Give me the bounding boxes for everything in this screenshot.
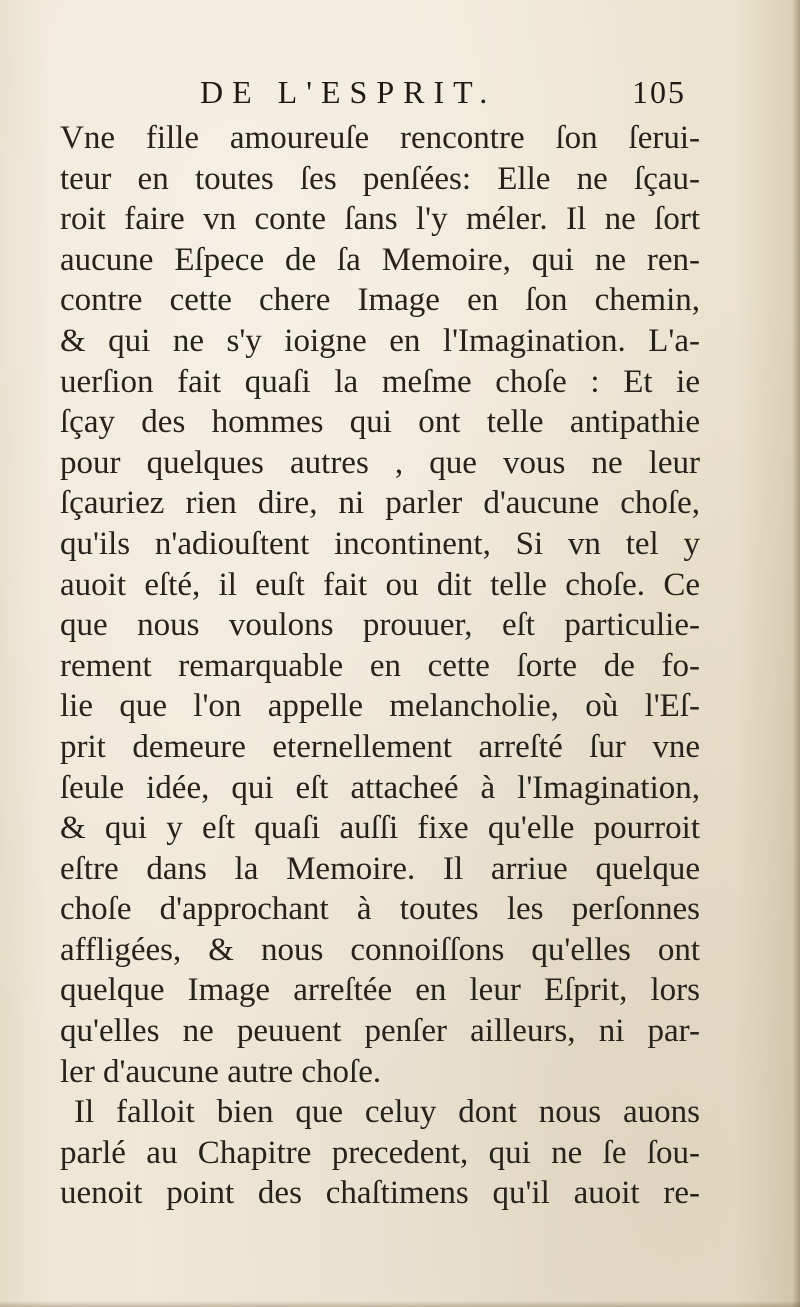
text-line: rement remarquable en cette ſorte de fo- <box>60 647 700 684</box>
text-line: roit faire vn conte ſans l'y méler. Il ne ſort <box>60 201 700 238</box>
text-line: choſe d'approchant à toutes les perſonnes <box>60 891 700 928</box>
page-edge-shadow-right <box>792 0 800 1307</box>
text-line: qu'ils n'adiouſtent incontinent, Si vn tel y <box>60 525 700 562</box>
text-line: ler d'aucune autre choſe. <box>60 1053 382 1090</box>
text-line: contre cette chere Image en ſon chemin, <box>60 282 700 319</box>
text-line: qu'elles ne peuuent penſer ailleurs, ni par- <box>60 1013 700 1050</box>
page-number: 105 <box>632 74 686 110</box>
text-line: uenoit point des chaſtimens qu'il auoit re- <box>60 1175 700 1212</box>
text-line: ſçay des hommes qui ont telle antipathie <box>60 404 700 441</box>
text-line: quelque Image arreſtée en leur Eſprit, lors <box>60 972 700 1009</box>
text-line: eſtre dans la Memoire. Il arriue quelque <box>60 850 700 887</box>
running-head-title: DE L'ESPRIT. <box>200 74 497 110</box>
text-line: que nous voulons prouuer, eſt particulie- <box>60 607 700 644</box>
text-line: ſeule idée, qui eſt attacheé à l'Imagination, <box>60 769 700 806</box>
text-line: & qui ne s'y ioigne en l'Imagination. L'a- <box>60 322 700 359</box>
body-text <box>60 118 700 1214</box>
text-line: & qui y eſt quaſi auſſi fixe qu'elle pourroit <box>60 810 700 847</box>
text-line: Il falloit bien que celuy dont nous auons <box>74 1094 700 1131</box>
text-line: teur en toutes ſes penſées: Elle ne ſçau- <box>60 160 700 197</box>
text-line: aucune Eſpece de ſa Memoire, qui ne ren- <box>60 241 700 278</box>
text-line: affligées, & nous connoiſſons qu'elles ont <box>60 931 700 968</box>
text-line: pour quelques autres , que vous ne leur <box>60 444 700 481</box>
text-line: auoit eſté, il euſt fait ou dit telle choſe. Ce <box>60 566 700 603</box>
text-line: prit demeure eternellement arreſté ſur vne <box>60 728 700 765</box>
text-line: ſçauriez rien dire, ni parler d'aucune choſe, <box>60 485 700 522</box>
text-line: Vne fille amoureuſe rencontre ſon ſerui- <box>60 120 700 156</box>
page-edge-shadow-bottom <box>0 1301 800 1307</box>
text-line: uerſion fait quaſi la meſme choſe : Et ie <box>60 363 700 400</box>
running-head <box>200 70 700 114</box>
text-line: lie que l'on appelle melancholie, où l'Eſ- <box>60 688 700 725</box>
text-line: parlé au Chapitre precedent, qui ne ſe ſou- <box>60 1134 700 1171</box>
